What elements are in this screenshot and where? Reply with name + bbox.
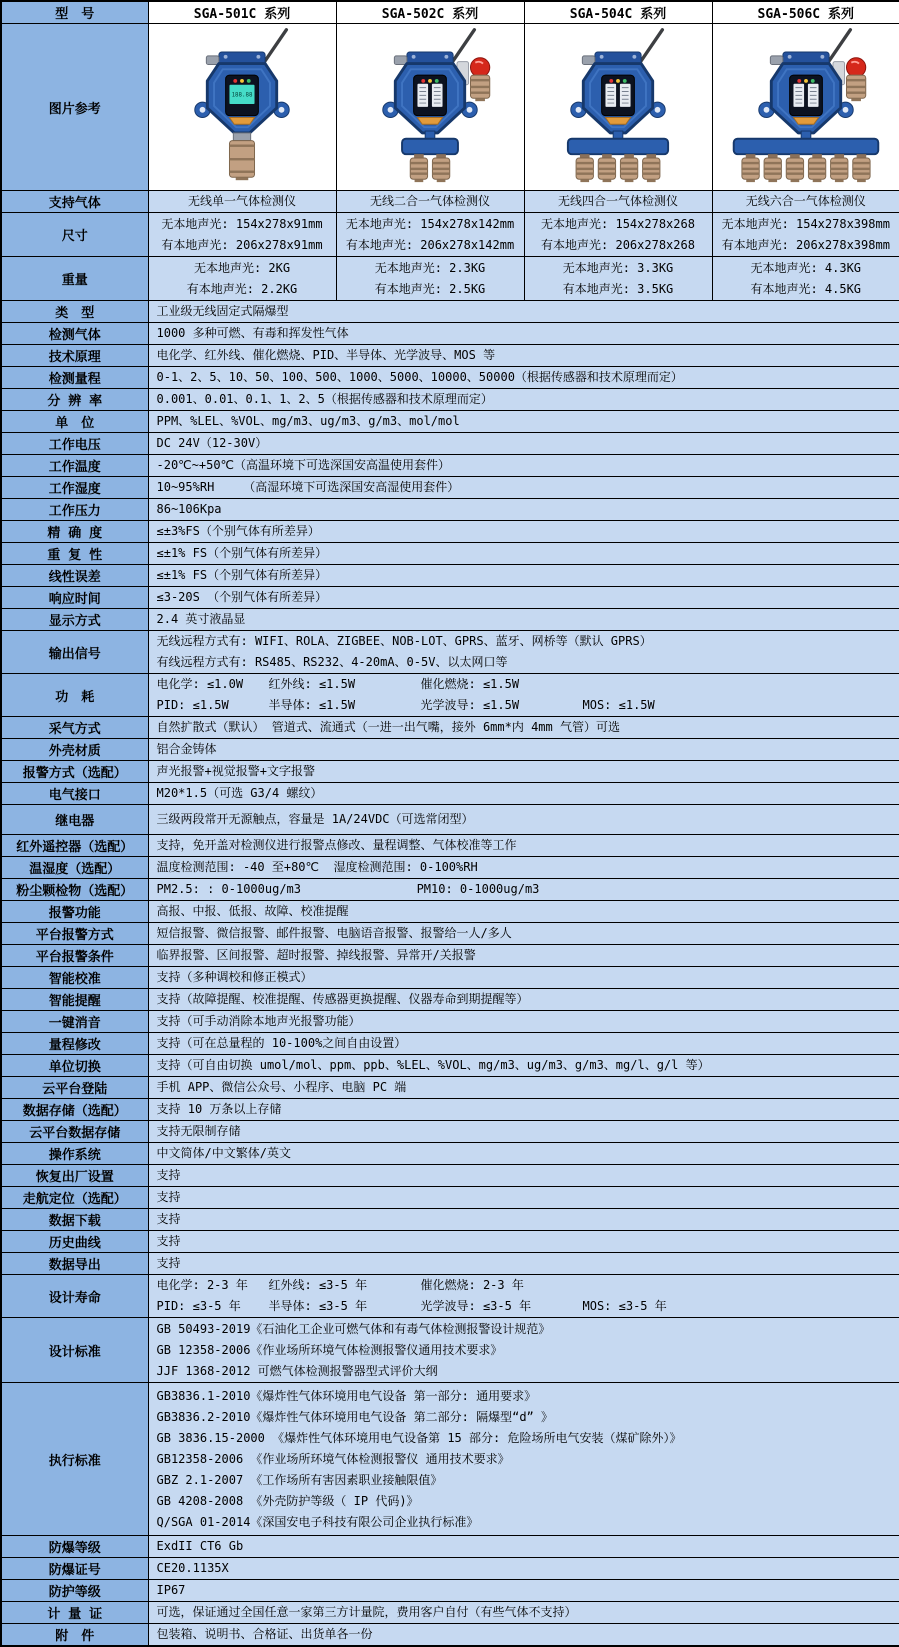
spec-segment: 催化燃烧: 2-3 年	[420, 1278, 524, 1292]
spec-cell	[148, 967, 899, 989]
spec-row	[1, 1099, 899, 1121]
spec-cell	[148, 1602, 899, 1624]
spec-line: 支持（可手动消除本地声光报警功能）	[156, 1014, 361, 1028]
spec-line: 短信报警、微信报警、邮件报警、电脑语音报警、报警给一人/多人	[156, 926, 512, 940]
spec-line: 有本地声光: 206x278x91mm	[161, 237, 323, 252]
spec-line: 支持（可在总量程的 10-100%之间自由设置）	[156, 1036, 407, 1050]
spec-line: 无本地声光: 154x278x91mm	[161, 216, 323, 231]
spec-row-label: 附 件	[1, 1624, 148, 1647]
spec-row	[1, 879, 899, 901]
spec-row	[1, 1275, 899, 1318]
spec-cell	[148, 1165, 899, 1187]
spec-row	[1, 587, 899, 609]
spec-cell	[148, 191, 336, 213]
spec-line: 无本地声光: 2.3KG	[374, 260, 486, 275]
spec-cell	[148, 1143, 899, 1165]
spec-cell	[148, 1253, 899, 1275]
spec-line: 温度检测范围: -40 至+80℃ 湿度检测范围: 0-100%RH	[156, 860, 478, 874]
spec-cell	[148, 761, 899, 783]
spec-segment: 红外线: ≤3-5 年	[268, 1278, 368, 1292]
spec-row-label: 走航定位（选配）	[1, 1187, 148, 1209]
spec-line: 无线远程方式有: WIFI、ROLA、ZIGBEE、NOB-LOT、GPRS、蓝牙、网桥等（默认 GPRS）	[156, 634, 652, 648]
spec-row	[1, 499, 899, 521]
spec-row-label: 数据存储（选配）	[1, 1099, 148, 1121]
spec-row	[1, 323, 899, 345]
spec-cell	[148, 805, 899, 835]
spec-cell	[148, 1580, 899, 1602]
spec-line: IP67	[156, 1583, 186, 1597]
spec-row-label: 重 复 性	[1, 543, 148, 565]
spec-row-label: 外壳材质	[1, 739, 148, 761]
spec-row	[1, 609, 899, 631]
spec-cell	[148, 1536, 899, 1558]
spec-row-label: 线性误差	[1, 565, 148, 587]
spec-cell	[148, 323, 899, 345]
spec-row-label: 输出信号	[1, 631, 148, 674]
spec-cell	[712, 213, 899, 257]
spec-line: ≤3-20S （个别气体有所差异）	[156, 590, 328, 604]
spec-row-label: 计 量 证	[1, 1602, 148, 1624]
spec-row-label: 防爆证号	[1, 1558, 148, 1580]
image-row-label: 图片参考	[1, 24, 148, 191]
spec-segment: 半导体: ≤3-5 年	[268, 1299, 368, 1313]
spec-segment: MOS: ≤3-5 年	[582, 1299, 667, 1313]
spec-row	[1, 543, 899, 565]
spec-row-label: 报警方式（选配）	[1, 761, 148, 783]
spec-row	[1, 389, 899, 411]
spec-row	[1, 455, 899, 477]
spec-line: 有本地声光: 2.5KG	[374, 281, 486, 296]
spec-line: 有本地声光: 4.5KG	[750, 281, 862, 296]
spec-line: 声光报警+视觉报警+文字报警	[156, 764, 315, 778]
spec-line: 支持（可自由切换 umol/mol、ppm、ppb、%LEL、%VOL、mg/m3、ug/m3、g/m3、mg/l、g/l 等）	[156, 1058, 710, 1072]
spec-row-label: 采气方式	[1, 717, 148, 739]
spec-cell	[148, 543, 899, 565]
spec-line: 1000 多种可燃、有毒和挥发性气体	[156, 326, 349, 340]
spec-segment: 光学波导: ≤3-5 年	[420, 1299, 532, 1313]
spec-cell	[148, 565, 899, 587]
spec-line: 手机 APP、微信公众号、小程序、电脑 PC 端	[156, 1080, 407, 1094]
spec-line: ≤±3%FS（个别气体有所差异）	[156, 524, 320, 538]
spec-cell	[148, 1121, 899, 1143]
spec-row	[1, 1055, 899, 1077]
spec-line: GB12358-2006 《作业场所环境气体检测报警仪 通用技术要求》	[156, 1451, 510, 1466]
spec-line: PM2.5: : 0-1000ug/m3 PM10: 0-1000ug/m3	[156, 882, 540, 896]
spec-cell	[148, 835, 899, 857]
spec-line: 0.001、0.01、0.1、1、2、5（根据传感器和技术原理而定）	[156, 392, 493, 406]
spec-line: ≤±1% FS（个别气体有所差异）	[156, 568, 328, 582]
spec-cell	[148, 301, 899, 323]
spec-row	[1, 1231, 899, 1253]
spec-row	[1, 989, 899, 1011]
spec-line: 支持（多种调校和修正模式）	[156, 970, 313, 984]
spec-row-label: 工作电压	[1, 433, 148, 455]
spec-row-label: 精 确 度	[1, 521, 148, 543]
spec-line: 支持	[156, 1168, 181, 1182]
spec-cell	[148, 1011, 899, 1033]
spec-cell	[148, 389, 899, 411]
model-name-sga-502c: SGA-502C 系列	[336, 1, 524, 24]
spec-row	[1, 739, 899, 761]
spec-row-label: 功 耗	[1, 674, 148, 717]
spec-line: 86~106Kpa	[156, 502, 222, 516]
spec-line: 无线六合一气体检测仪	[745, 194, 866, 208]
spec-row	[1, 1165, 899, 1187]
spec-row	[1, 923, 899, 945]
spec-cell	[148, 989, 899, 1011]
spec-row	[1, 1143, 899, 1165]
spec-row	[1, 857, 899, 879]
spec-line: 有本地声光: 206x278x398mm	[721, 237, 890, 252]
spec-cell	[148, 609, 899, 631]
spec-row	[1, 761, 899, 783]
spec-line: 2.4 英寸液晶显	[156, 612, 246, 626]
spec-cell	[148, 213, 336, 257]
spec-row-label: 量程修改	[1, 1033, 148, 1055]
product-image-sga-502c	[337, 25, 523, 185]
svg-text:188.88: 188.88	[231, 92, 253, 99]
spec-row-label: 单 位	[1, 411, 148, 433]
spec-cell	[148, 1558, 899, 1580]
spec-line: 自然扩散式（默认） 管道式、流通式（一进一出气嘴，接外 6mm*内 4mm 气管）可选	[156, 720, 620, 734]
spec-line: 有本地声光: 3.5KG	[562, 281, 674, 296]
spec-line: 电化学、红外线、催化燃烧、PID、半导体、光学波导、MOS 等	[156, 348, 496, 362]
spec-cell	[148, 1383, 899, 1536]
spec-line	[157, 695, 892, 716]
spec-line: 临界报警、区间报警、超时报警、掉线报警、异常开/关报警	[156, 948, 476, 962]
spec-cell	[148, 674, 899, 717]
spec-cell	[524, 257, 712, 301]
spec-cell	[148, 1209, 899, 1231]
spec-cell	[148, 587, 899, 609]
spec-segment: 催化燃烧: ≤1.5W	[420, 677, 520, 691]
spec-row-label: 防护等级	[1, 1580, 148, 1602]
spec-line: 10~95%RH （高湿环境下可选深国安高湿使用套件）	[156, 480, 460, 494]
spec-cell	[148, 367, 899, 389]
spec-cell	[148, 631, 899, 674]
spec-row-label: 支持气体	[1, 191, 148, 213]
spec-line: 三级两段常开无源触点，容量是 1A/24VDC（可选常闭型）	[156, 812, 474, 826]
spec-line: 无本地声光: 154x278x268	[541, 216, 695, 231]
spec-line: GB 3836.15-2000 《爆炸性气体环境用电气设备第 15 部分: 危险场所电气安装（煤矿除外）》	[156, 1430, 682, 1445]
spec-row-label: 红外遥控器（选配）	[1, 835, 148, 857]
spec-cell	[148, 717, 899, 739]
spec-line: 支持	[156, 1234, 181, 1248]
spec-row-label: 平台报警方式	[1, 923, 148, 945]
spec-row	[1, 411, 899, 433]
spec-row-label: 历史曲线	[1, 1231, 148, 1253]
spec-line: GB 12358-2006《作业场所环境气体检测报警仪通用技术要求》	[156, 1342, 503, 1357]
spec-line	[157, 1296, 892, 1317]
spec-row-label: 恢复出厂设置	[1, 1165, 148, 1187]
spec-row	[1, 1558, 899, 1580]
spec-line: 有本地声光: 206x278x268	[541, 237, 695, 252]
spec-row	[1, 631, 899, 674]
spec-cell	[148, 499, 899, 521]
spec-cell	[148, 1318, 899, 1383]
spec-line: -20℃~+50℃（高温环境下可选深国安高温使用套件）	[156, 458, 451, 472]
spec-segment: PID: ≤1.5W	[156, 698, 229, 712]
spec-row	[1, 1033, 899, 1055]
spec-line: 无本地声光: 2KG	[193, 260, 291, 275]
spec-cell	[712, 257, 899, 301]
spec-line: 支持 10 万条以上存储	[156, 1102, 282, 1116]
spec-table-body	[1, 1, 899, 1646]
spec-cell	[148, 879, 899, 901]
spec-line: GB 4208-2008 《外壳防护等级（ IP 代码)》	[156, 1493, 419, 1508]
product-image-sga-506c	[713, 25, 899, 185]
spec-line: 高报、中报、低报、故障、校准提醒	[156, 904, 349, 918]
spec-cell	[712, 191, 899, 213]
spec-cell	[524, 191, 712, 213]
spec-segment: MOS: ≤1.5W	[582, 698, 655, 712]
spec-segment: 电化学: ≤1.0W	[156, 677, 244, 691]
spec-row-label: 设计标准	[1, 1318, 148, 1383]
spec-row	[1, 521, 899, 543]
spec-row-label: 重量	[1, 257, 148, 301]
spec-row	[1, 1121, 899, 1143]
spec-row-label: 工作湿度	[1, 477, 148, 499]
spec-row	[1, 367, 899, 389]
spec-line: 支持，免开盖对检测仪进行报警点修改、量程调整、气体校准等工作	[156, 838, 517, 852]
spec-line: GB3836.2-2010《爆炸性气体环境用电气设备 第二部分: 隔爆型“d” 》	[156, 1409, 553, 1424]
spec-row-label: 尺寸	[1, 213, 148, 257]
spec-line: GB3836.1-2010《爆炸性气体环境用电气设备 第一部分: 通用要求》	[156, 1388, 537, 1403]
spec-row-label: 智能校准	[1, 967, 148, 989]
spec-row-label: 数据下载	[1, 1209, 148, 1231]
spec-row	[1, 1077, 899, 1099]
header-model-label: 型 号	[1, 1, 148, 24]
spec-segment: 光学波导: ≤1.5W	[420, 698, 520, 712]
spec-line: 有本地声光: 206x278x142mm	[345, 237, 515, 252]
spec-row-label: 继电器	[1, 805, 148, 835]
spec-row-label: 云平台数据存储	[1, 1121, 148, 1143]
spec-line: 支持无限制存储	[156, 1124, 241, 1138]
spec-segment: 红外线: ≤1.5W	[268, 677, 356, 691]
spec-row-label: 报警功能	[1, 901, 148, 923]
spec-line: PPM、%LEL、%VOL、mg/m3、ug/m3、g/m3、mol/mol	[156, 414, 460, 428]
spec-line: CE20.1135X	[156, 1561, 229, 1575]
spec-cell	[148, 455, 899, 477]
header-row	[1, 1, 899, 24]
spec-row	[1, 1011, 899, 1033]
spec-row-label: 云平台登陆	[1, 1077, 148, 1099]
spec-row-label: 粉尘颗检物（选配）	[1, 879, 148, 901]
spec-cell	[148, 857, 899, 879]
spec-line: 支持	[156, 1212, 181, 1226]
spec-row-label: 分 辨 率	[1, 389, 148, 411]
spec-line: 无本地声光: 3.3KG	[562, 260, 674, 275]
spec-row	[1, 717, 899, 739]
spec-row-label: 显示方式	[1, 609, 148, 631]
spec-line: 工业级无线固定式隔爆型	[156, 304, 289, 318]
spec-row	[1, 1580, 899, 1602]
spec-row-label: 单位切换	[1, 1055, 148, 1077]
spec-row	[1, 783, 899, 805]
spec-row	[1, 1209, 899, 1231]
spec-row	[1, 565, 899, 587]
spec-cell	[148, 1187, 899, 1209]
spec-line: GB 50493-2019《石油化工企业可燃气体和有毒气体检测报警设计规范》	[156, 1321, 551, 1336]
spec-cell	[148, 1055, 899, 1077]
spec-cell	[336, 257, 524, 301]
spec-cell	[148, 1033, 899, 1055]
spec-cell	[336, 213, 524, 257]
spec-row-label: 一键消音	[1, 1011, 148, 1033]
spec-row	[1, 1253, 899, 1275]
spec-line	[157, 674, 892, 695]
spec-cell	[524, 213, 712, 257]
spec-line: 无线二合一气体检测仪	[369, 194, 490, 208]
product-image-sga-501c	[149, 25, 335, 185]
spec-line: JJF 1368-2012 可燃气体检测报警器型式评价大纲	[156, 1363, 438, 1378]
spec-row	[1, 1318, 899, 1383]
spec-row	[1, 805, 899, 835]
spec-cell	[148, 1624, 899, 1647]
spec-segment: 电化学: 2-3 年	[156, 1278, 248, 1292]
spec-row	[1, 213, 899, 257]
spec-row	[1, 945, 899, 967]
spec-row-label: 检测气体	[1, 323, 148, 345]
spec-row-label: 电气接口	[1, 783, 148, 805]
spec-row-label: 工作温度	[1, 455, 148, 477]
spec-line: 有线远程方式有: RS485、RS232、4-20mA、0-5V、以太网口等	[156, 655, 508, 669]
spec-row	[1, 1602, 899, 1624]
spec-line: 无本地声光: 154x278x142mm	[345, 216, 515, 231]
spec-cell	[148, 783, 899, 805]
spec-row	[1, 345, 899, 367]
spec-line: 无线单一气体检测仪	[187, 194, 296, 208]
spec-row	[1, 674, 899, 717]
model-name-sga-506c: SGA-506C 系列	[712, 1, 899, 24]
spec-line	[157, 1275, 892, 1296]
spec-cell	[148, 1275, 899, 1318]
spec-cell	[148, 477, 899, 499]
spec-line: 铝合金铸体	[156, 742, 217, 756]
spec-line: DC 24V（12-30V）	[156, 436, 268, 450]
spec-cell	[336, 191, 524, 213]
spec-cell	[148, 1231, 899, 1253]
spec-row-label: 设计寿命	[1, 1275, 148, 1318]
spec-line: M20*1.5（可选 G3/4 螺纹）	[156, 786, 323, 800]
spec-row	[1, 433, 899, 455]
spec-row	[1, 257, 899, 301]
spec-row-label: 智能提醒	[1, 989, 148, 1011]
spec-row	[1, 901, 899, 923]
spec-cell	[148, 739, 899, 761]
spec-row	[1, 301, 899, 323]
spec-row-label: 技术原理	[1, 345, 148, 367]
spec-row-label: 响应时间	[1, 587, 148, 609]
spec-row-label: 数据导出	[1, 1253, 148, 1275]
spec-line: ExdII CT6 Gb	[156, 1539, 244, 1553]
spec-cell	[148, 521, 899, 543]
spec-line: Q/SGA 01-2014《深国安电子科技有限公司企业执行标准》	[156, 1514, 479, 1529]
spec-cell	[148, 345, 899, 367]
spec-cell	[148, 1099, 899, 1121]
spec-line: 0-1、2、5、10、50、100、500、1000、5000、10000、50000（根据传感器和技术原理而定）	[156, 370, 683, 384]
spec-line: 无本地声光: 4.3KG	[750, 260, 862, 275]
spec-cell	[148, 1077, 899, 1099]
spec-line: ≤±1% FS（个别气体有所差异）	[156, 546, 328, 560]
spec-row	[1, 191, 899, 213]
spec-row-label: 温湿度（选配）	[1, 857, 148, 879]
spec-line: 可选，保证通过全国任意一家第三方计量院，费用客户自付（有些气体不支持）	[156, 1605, 577, 1619]
spec-row	[1, 1383, 899, 1536]
spec-row-label: 执行标准	[1, 1383, 148, 1536]
spec-segment: 半导体: ≤1.5W	[268, 698, 356, 712]
spec-row-label: 检测量程	[1, 367, 148, 389]
spec-segment: PID: ≤3-5 年	[156, 1299, 241, 1313]
spec-row	[1, 1187, 899, 1209]
spec-line: 有本地声光: 2.2KG	[186, 281, 298, 296]
model-name-sga-504c: SGA-504C 系列	[524, 1, 712, 24]
spec-row	[1, 835, 899, 857]
spec-line: 支持（故障提醒、校准提醒、传感器更换提醒、仪器寿命到期提醒等）	[156, 992, 529, 1006]
spec-cell	[148, 901, 899, 923]
spec-line: 支持	[156, 1256, 181, 1270]
spec-line: 中文简体/中文繁体/英文	[156, 1146, 291, 1160]
spec-row	[1, 967, 899, 989]
spec-line: 无线四合一气体检测仪	[557, 194, 678, 208]
spec-row-label: 操作系统	[1, 1143, 148, 1165]
spec-line: 支持	[156, 1190, 181, 1204]
spec-row	[1, 1624, 899, 1647]
spec-row-label: 类 型	[1, 301, 148, 323]
spec-row	[1, 1536, 899, 1558]
model-name-sga-501c: SGA-501C 系列	[148, 1, 336, 24]
spec-row-label: 工作压力	[1, 499, 148, 521]
spec-cell	[148, 411, 899, 433]
spec-cell	[148, 923, 899, 945]
spec-cell	[148, 257, 336, 301]
spec-line: 无本地声光: 154x278x398mm	[721, 216, 890, 231]
spec-row-label: 平台报警条件	[1, 945, 148, 967]
spec-cell	[148, 945, 899, 967]
spec-cell	[148, 433, 899, 455]
spec-row-label: 防爆等级	[1, 1536, 148, 1558]
spec-line: GBZ 2.1-2007 《工作场所有害因素职业接触限值》	[156, 1472, 443, 1487]
spec-line: 包装箱、说明书、合格证、出货单各一份	[156, 1627, 373, 1641]
spec-row	[1, 477, 899, 499]
image-row	[1, 24, 899, 191]
product-image-sga-504c	[525, 25, 711, 185]
